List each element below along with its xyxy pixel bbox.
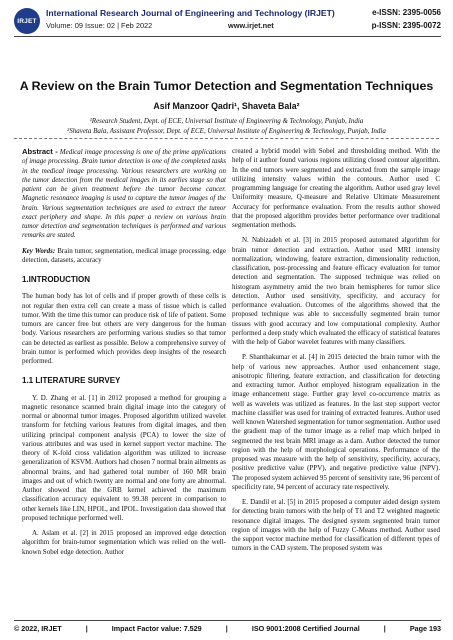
abstract xyxy=(22,147,226,241)
intro-heading: 1.INTRODUCTION xyxy=(22,275,90,284)
survey-paragraph-5: P. Shanthakumar et al. [4] in 2015 detected the brain tumor with the help of various new approaches. Author used enhancement stage, anisotropic filtering, feature extraction, and classification for detecting and extracting tumor. Author employed histogram equalization in the image enhancement stage. Further gray level co-occurrence matrix as well as wavelets was utilized as features. In the last step support vector machine classifier was used for training of extracted features. Author used well known Watershed segmentation for tumor segmentation. Author used the gradient map of the tumor image as a relief map which helped in segmented the test brain MRI image as a dam. Author detected the tumor region with the help of morphological operations. Performance of the proposed was measure with the help of sensitivity, specificity, accuracy, positive predictive value (PPV), and negative predictive value (NPV). The proposed system achieved 95 percent of sensitivity rate, 96 percent of specificity rate, 94 percent of accuracy rate respectively. xyxy=(232,353,440,491)
volume-issue: Volume: 09 Issue: 02 | Feb 2022 xyxy=(46,21,153,30)
survey-paragraph-4: N. Nabizadeh et al. [3] in 2015 proposed automated algorithm for brain tumor detection and extraction. Author used MRI intensity normalization, windowing, feature extraction, dimensionality reduction, classification, post-processing and feature efficacy evaluation for tumor detection and segmentation. The supposed technique was relied on histogram asymmetry amid the two brain hemispheres for tumor slice detection. Author used sensitivity, specificity, and accuracy for performance evaluation. Outcomes of the algorithms showed that the proposed technique was able to successfully segmented brain tumor tissues with good accuracy and low computational complexity. Author performed a deep study which evaluated the efficacy of statistical features with the help of Gabor wavelet features with many classifiers. xyxy=(232,236,440,346)
logo-text: IRJET xyxy=(17,17,37,25)
page-footer xyxy=(14,624,441,633)
affiliation-2: ²Shaveta Bala, Assistant Professor, Dept. of ECE, Universal Institute of Engineering & Technology, Punjab, India xyxy=(67,127,386,135)
literature-survey-heading: 1.1 LITERATURE SURVEY xyxy=(22,376,121,386)
keywords xyxy=(22,247,226,266)
footer-impact-factor: Impact Factor value: 7.529 xyxy=(111,624,202,633)
journal-name: International Research Journal of Engineering and Technology (IRJET) xyxy=(46,8,335,18)
abstract-label: Abstract - xyxy=(22,147,58,156)
footer-separator: | xyxy=(383,624,386,633)
journal-logo xyxy=(14,8,40,34)
survey-paragraph-2: A. Aslam et al. [2] in 2015 proposed an improved edge detection algorithm for brain-tumor segmentation which was relied on the well-known Sobel edge detection. Author xyxy=(22,529,226,556)
affiliation-1: ¹Research Student, Dept. of ECE, Universal Institute of Engineering & Technology, Punjab, India xyxy=(89,117,364,125)
footer-iso: ISO 9001:2008 Certified Journal xyxy=(251,624,360,633)
right-column xyxy=(232,147,440,560)
footer-divider xyxy=(14,620,441,621)
paper-title: A Review on the Brain Tumor Detection and Segmentation Techniques xyxy=(19,79,434,93)
footer-separator: | xyxy=(225,624,228,633)
footer-page-number: Page 193 xyxy=(409,624,441,633)
title-divider xyxy=(14,138,439,139)
abstract-text: Medical image processing is one of the prime applications of image processing. Brain tumor detection is one of the completed tasks in the medical image processing. Various researchers are working on the tumor detection from the medical images in its earlies stage so that patient can be given treatment before the tumor become cancer. Magnetic resonance imaging is used to capture the tumor images of the brain. Various segmentation techniques are used to extract the tumor exact periphery and shape. In this paper a review on various brain tumor detection and segmentation techniques is performed and various remarks are stated. xyxy=(22,148,226,240)
left-column xyxy=(22,147,226,563)
p-issn: p-ISSN: 2395-0072 xyxy=(371,21,441,30)
e-issn: e-ISSN: 2395-0056 xyxy=(372,8,441,17)
journal-website-link[interactable]: www.irjet.net xyxy=(228,21,274,30)
survey-paragraph-6: E. Dandil et al. [5] in 2015 proposed a computer aided design system for detecting brain tumors with the help of T1 and T2 weighted magnetic resonance digital images. The designed system segmented brain tumor region of images with the help of Fuzzy C-Means method. Author used the support vector machine method for classification of different types of tumors in the CAD system. The proposed system was xyxy=(232,498,440,553)
survey-paragraph-3: created a hybrid model with Sobel and thresholding method. With the help of it author found various regions utilizing closed contour algorithm. In the end tumors were segmented and extracted from the sample image utilizing intensity values within the contours. Author used C programming language for creating the algorithm. Author used gray level Uniformity measure, Q-measure and Relative Ultimate Measurement Accuracy for performance evaluation. From the results author showed that the proposed algorithm provides better performance over traditional segmentation methods. xyxy=(232,147,440,229)
keywords-text: Brain tumor, segmentation, medical image processing, edge detection, datasets, accuracy xyxy=(22,246,227,264)
keywords-label: Key Words: xyxy=(22,246,56,255)
paper-authors: Asif Manzoor Qadri¹, Shaveta Bala² xyxy=(153,101,300,111)
footer-copyright: © 2022, IRJET xyxy=(14,624,62,633)
header-divider xyxy=(14,36,441,37)
footer-separator: | xyxy=(85,624,88,633)
intro-paragraph: The human body has lot of cells and if proper growth of these cells is not regular then extra cell can create a mass of tissue which is called tumor. With the time this tumor can produce risk of life of patient. Some tumors are cancer free but others are very dangerous for the human body. Various researchers are performing various studies so that tumor can be detected as earliest as possible. Below a comprehensive survey of brain tumor is performed which provides deep insights of the research performed. xyxy=(22,292,226,365)
survey-paragraph-1: Y. D. Zhang et al. [1] in 2012 proposed a method for grouping a magnetic resonance scanned brain digital image into the category of normal or abnormal tumor images. Proposed algorithm utilized wavelet transform for fetching various features from digital images, and then utilizing principal component analysis (PCA) to lower the size of various attributes and was used in kernel support vector machine. The theory of K-fold cross validation algorithm was utilized to increase generalization of KSVM. Authors had chosen 7 normal brain ailments as abnormal brains, and had gathered total number of 160 MR brain images and out of which twenty are normal and one forty are abnormal. Author showed that the GRB kernel achieved the maximum classification accuracy equivalent to 99.38 percent in comparison to other kernels like LIN, HPOL, and IPOL. Investigation data showed that proposed technique performed well. xyxy=(22,393,226,522)
